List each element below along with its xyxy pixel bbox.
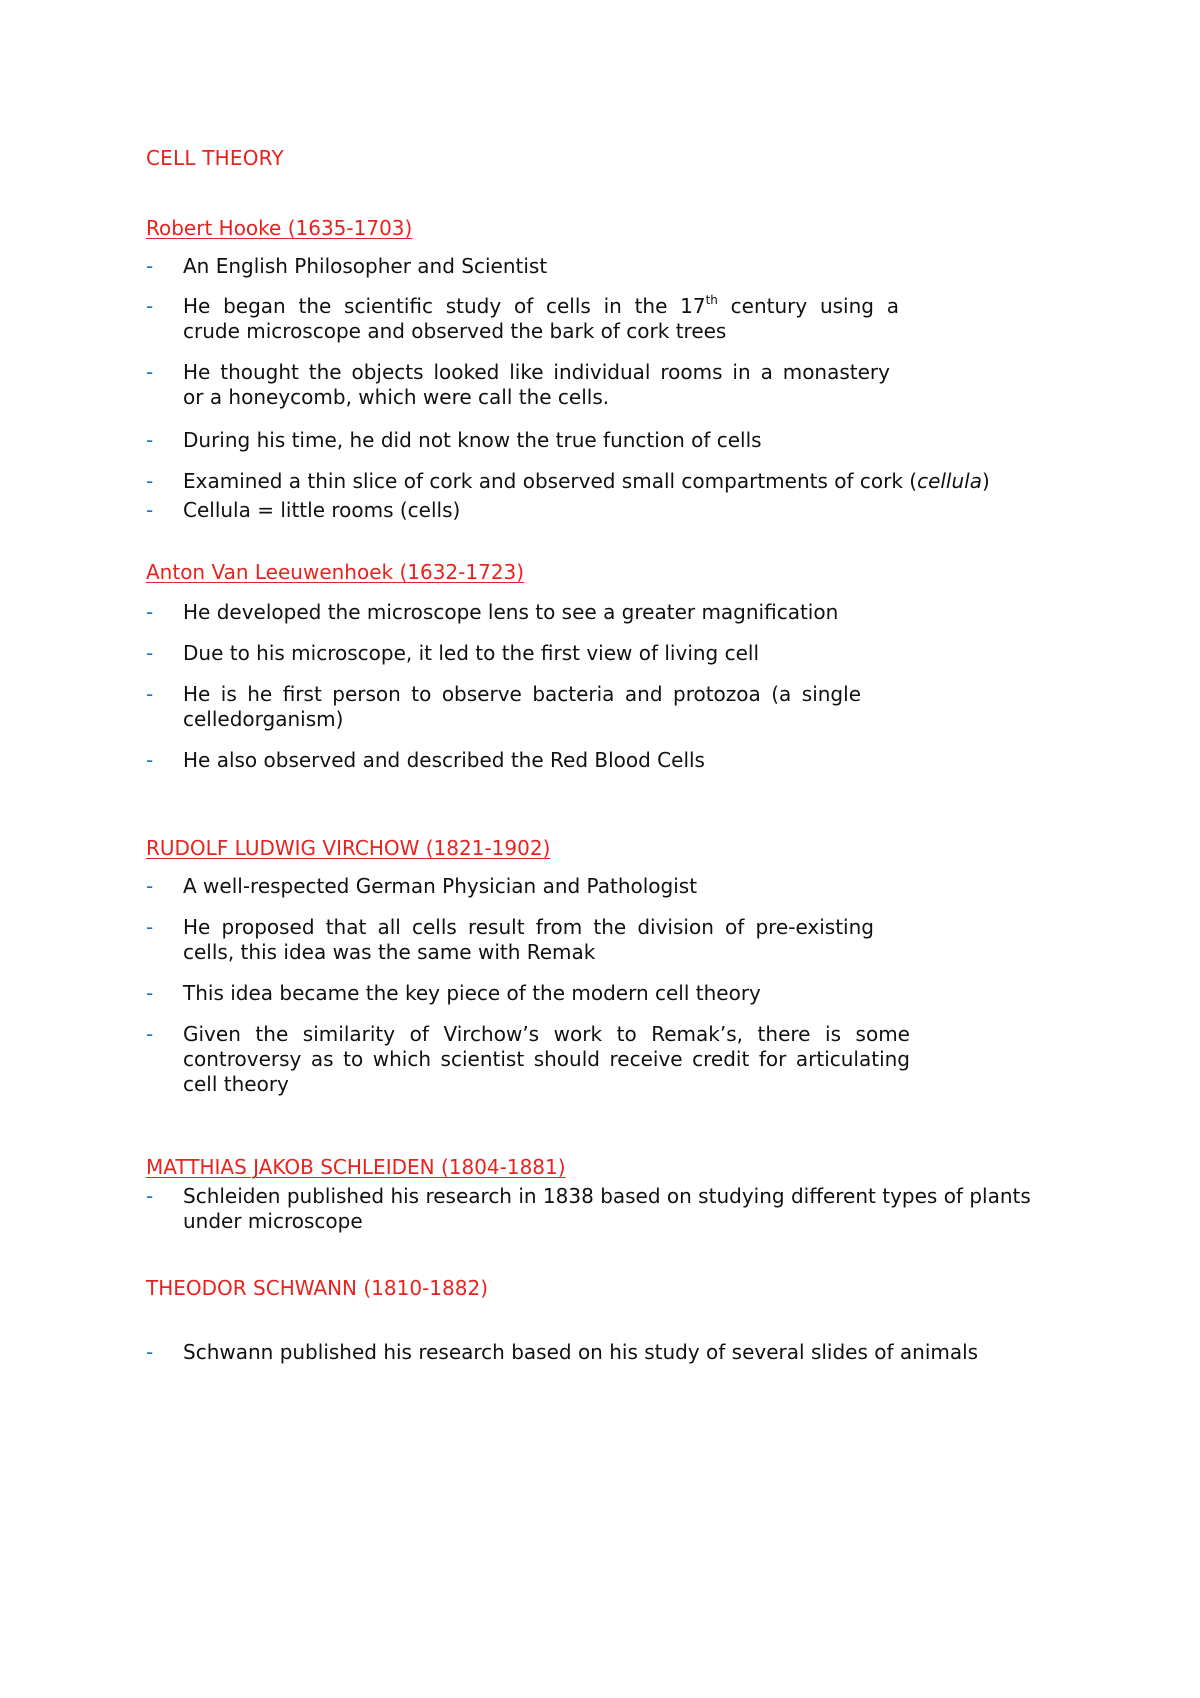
list-item-text: Cellula = little rooms (cells) bbox=[183, 498, 461, 522]
list-item-text: Due to his microscope, it led to the first view of living cell bbox=[183, 641, 760, 665]
list-item-text: He thought the objects looked like individual rooms in a monastery or a honeycomb, which were call the cells. bbox=[183, 360, 890, 409]
section-heading-schleiden: MATTHIAS JAKOB SCHLEIDEN (1804-1881) bbox=[146, 1155, 566, 1179]
bullet-dash: - bbox=[146, 469, 154, 493]
bullet-dash: - bbox=[146, 915, 154, 939]
section-heading-virchow: RUDOLF LUDWIG VIRCHOW (1821-1902) bbox=[146, 836, 551, 860]
list-item-text: This idea became the key piece of the modern cell theory bbox=[183, 981, 761, 1005]
list-item-text: He also observed and described the Red Blood Cells bbox=[183, 748, 705, 772]
page-title: CELL THEORY bbox=[146, 146, 284, 170]
section-heading-leeuwenhoek: Anton Van Leeuwenhoek (1632-1723) bbox=[146, 560, 525, 584]
list-item-text: He proposed that all cells result from the division of pre-existing cells, this idea was the same with Remak bbox=[183, 915, 874, 964]
bullet-dash: - bbox=[146, 360, 154, 384]
list-item-text: He began the scientific study of cells in the 17th century using a crude microscope and observed the bark of cork trees bbox=[183, 293, 899, 343]
list-item-text: Examined a thin slice of cork and observed small compartments of cork (cellula) bbox=[183, 469, 990, 493]
bullet-dash: - bbox=[146, 254, 154, 278]
list-item-text: Given the similarity of Virchow’s work to Remak’s, there is some controversy as to which scientist should receive credit for articulating cell theory bbox=[183, 1022, 910, 1096]
list-item-text: A well-respected German Physician and Pathologist bbox=[183, 874, 698, 898]
bullet-dash: - bbox=[146, 981, 154, 1005]
section-heading-schwann: THEODOR SCHWANN (1810-1882) bbox=[146, 1276, 488, 1300]
bullet-dash: - bbox=[146, 294, 154, 318]
bullet-dash: - bbox=[146, 428, 154, 452]
list-item-text: Schwann published his research based on his study of several slides of animals bbox=[183, 1340, 979, 1364]
list-item-text: He is he first person to observe bacteria and protozoa (a single celledorganism) bbox=[183, 682, 861, 731]
bullet-dash: - bbox=[146, 1340, 154, 1364]
bullet-dash: - bbox=[146, 682, 154, 706]
bullet-dash: - bbox=[146, 600, 154, 624]
bullet-dash: - bbox=[146, 748, 154, 772]
bullet-dash: - bbox=[146, 498, 154, 522]
bullet-dash: - bbox=[146, 874, 154, 898]
bullet-dash: - bbox=[146, 1184, 154, 1208]
list-item-text: He developed the microscope lens to see a greater magnification bbox=[183, 600, 839, 624]
list-item-text: During his time, he did not know the true function of cells bbox=[183, 428, 762, 452]
bullet-dash: - bbox=[146, 1022, 154, 1046]
bullet-dash: - bbox=[146, 641, 154, 665]
list-item-text: Schleiden published his research in 1838 based on studying different types of plants under microscope bbox=[183, 1184, 1031, 1233]
section-heading-hooke: Robert Hooke (1635-1703) bbox=[146, 216, 413, 240]
list-item-text: An English Philosopher and Scientist bbox=[183, 254, 548, 278]
